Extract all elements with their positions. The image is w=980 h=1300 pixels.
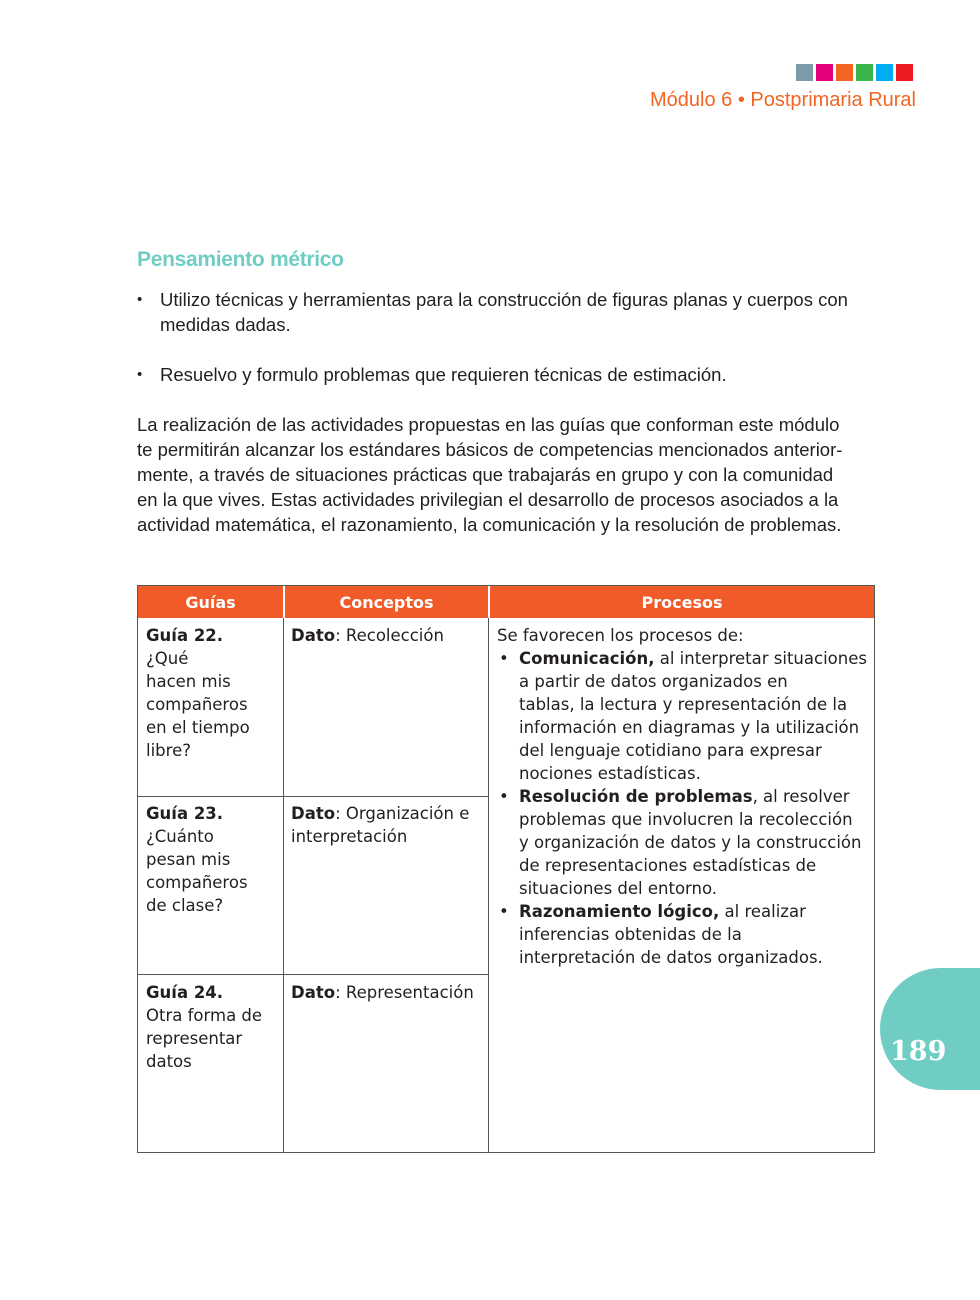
concept-term: Dato bbox=[291, 804, 336, 823]
process-text: al interpretar situaciones bbox=[654, 649, 867, 668]
column-divider bbox=[283, 618, 284, 1152]
process-name: Razonamiento lógico, bbox=[519, 902, 720, 921]
intro-line: en la que vives. Estas actividades privilegian el desarrollo de procesos asociados a la bbox=[137, 489, 839, 510]
guide-title: Guía 23. bbox=[146, 804, 224, 823]
module-title: Módulo 6 • Postprimaria Rural bbox=[650, 89, 916, 111]
module-color-squares bbox=[796, 64, 913, 81]
concept-cell-24 bbox=[291, 981, 486, 1004]
column-divider bbox=[488, 618, 489, 1152]
intro-line: mente, a través de situaciones prácticas que trabajarás en grupo y con la comunidad bbox=[137, 464, 834, 485]
concept-text: : Organización e bbox=[335, 804, 470, 823]
guide-line: compañeros bbox=[146, 695, 248, 714]
section-heading: Pensamiento métrico bbox=[137, 248, 344, 271]
row-divider bbox=[138, 796, 488, 797]
header-procesos: Procesos bbox=[488, 586, 874, 618]
process-item bbox=[497, 647, 872, 785]
process-text: situaciones del entorno. bbox=[519, 879, 718, 898]
concept-term: Dato bbox=[291, 983, 336, 1002]
process-text: de representaciones estadísticas de bbox=[519, 856, 817, 875]
color-square-3 bbox=[836, 64, 853, 81]
guide-line: ¿Qué bbox=[146, 649, 189, 668]
standards-list bbox=[137, 287, 877, 412]
guide-line: Otra forma de bbox=[146, 1006, 263, 1025]
guide-line: de clase? bbox=[146, 896, 224, 915]
color-square-4 bbox=[856, 64, 873, 81]
concept-text: : Recolección bbox=[335, 626, 444, 645]
process-text: del lenguaje cotidiano para expresar bbox=[519, 741, 822, 760]
processes-list bbox=[497, 647, 872, 969]
process-item bbox=[497, 900, 872, 969]
standard-item: • Resuelvo y formulo problemas que requieren técnicas de estimación. bbox=[137, 362, 877, 387]
color-square-2 bbox=[816, 64, 833, 81]
guide-line: libre? bbox=[146, 741, 191, 760]
concept-text: interpretación bbox=[291, 827, 408, 846]
process-text: , al resolver bbox=[752, 787, 850, 806]
color-square-6 bbox=[896, 64, 913, 81]
intro-line: te permitirán alcanzar los estándares básicos de competencias mencionados anterior- bbox=[137, 439, 843, 460]
guide-cell-23 bbox=[146, 802, 281, 917]
guide-line: ¿Cuánto bbox=[146, 827, 214, 846]
processes-intro: Se favorecen los procesos de: bbox=[497, 626, 744, 645]
page-number-tab bbox=[880, 968, 980, 1090]
process-text: inferencias obtenidas de la bbox=[519, 925, 742, 944]
concept-cell-22 bbox=[291, 624, 486, 647]
guide-line: pesan mis bbox=[146, 850, 231, 869]
row-divider bbox=[138, 974, 488, 975]
processes-cell bbox=[497, 624, 872, 969]
header-conceptos: Conceptos bbox=[283, 586, 488, 618]
process-text: y organización de datos y la construcción bbox=[519, 833, 862, 852]
guides-table bbox=[137, 585, 875, 1153]
process-text: al realizar bbox=[719, 902, 806, 921]
intro-paragraph bbox=[137, 412, 875, 537]
guide-title: Guía 24. bbox=[146, 983, 224, 1002]
guide-line: datos bbox=[146, 1052, 192, 1071]
table-header bbox=[138, 586, 874, 618]
concept-term: Dato bbox=[291, 626, 336, 645]
page-number: 189 bbox=[890, 1036, 947, 1067]
process-text: problemas que involucren la recolección bbox=[519, 810, 853, 829]
color-square-1 bbox=[796, 64, 813, 81]
guide-line: en el tiempo bbox=[146, 718, 250, 737]
process-text: información en diagramas y la utilización bbox=[519, 718, 860, 737]
process-text: a partir de datos organizados en bbox=[519, 672, 788, 691]
intro-line: La realización de las actividades propuestas en las guías que conforman este módulo bbox=[137, 414, 840, 435]
guide-line: compañeros bbox=[146, 873, 248, 892]
guide-line: hacen mis bbox=[146, 672, 231, 691]
process-name: Comunicación, bbox=[519, 649, 655, 668]
concept-text: : Representación bbox=[335, 983, 474, 1002]
standard-item: • Utilizo técnicas y herramientas para la construcción de figuras planas y cuerpos con medidas dadas. bbox=[137, 287, 877, 337]
color-square-5 bbox=[876, 64, 893, 81]
guide-title: Guía 22. bbox=[146, 626, 224, 645]
process-text: interpretación de datos organizados. bbox=[519, 948, 823, 967]
guide-line: representar bbox=[146, 1029, 243, 1048]
intro-line: actividad matemática, el razonamiento, la comunicación y la resolución de problemas. bbox=[137, 514, 842, 535]
guide-cell-24 bbox=[146, 981, 281, 1073]
process-text: tablas, la lectura y representación de la bbox=[519, 695, 848, 714]
guide-cell-22 bbox=[146, 624, 281, 762]
process-item bbox=[497, 785, 872, 900]
process-name: Resolución de problemas bbox=[519, 787, 753, 806]
header-guias: Guías bbox=[138, 586, 283, 618]
concept-cell-23 bbox=[291, 802, 486, 848]
process-text: nociones estadísticas. bbox=[519, 764, 701, 783]
